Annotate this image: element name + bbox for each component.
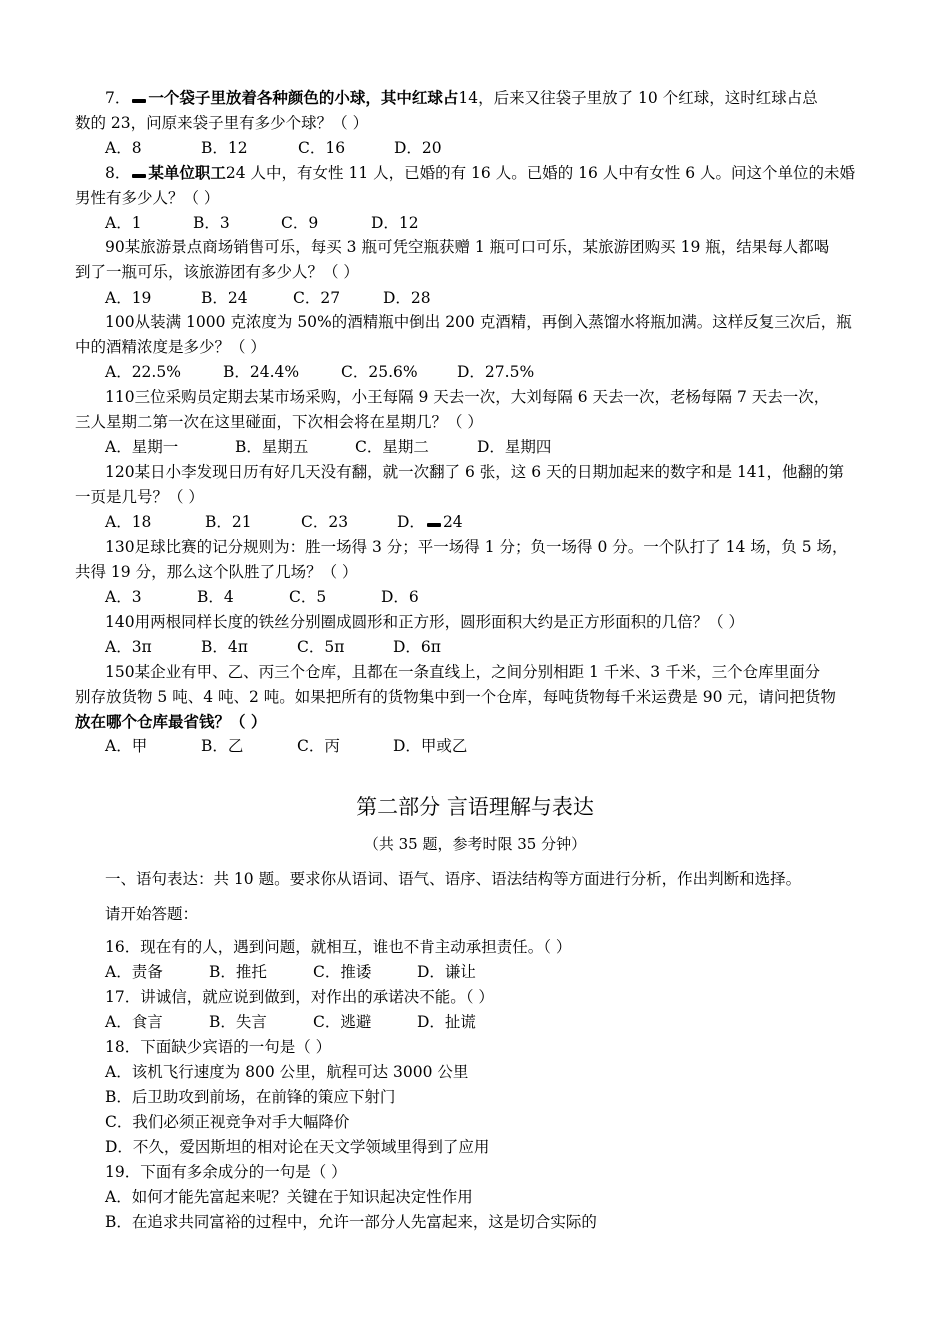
option-d[interactable]: D．20	[394, 139, 442, 157]
option-b[interactable]: B．乙	[201, 737, 244, 755]
question-19: 19．下面有多余成分的一句是（ ）	[105, 1163, 347, 1181]
option-a[interactable]: A．星期一	[105, 438, 179, 456]
option-d[interactable]: D．谦让	[417, 963, 476, 981]
option-b[interactable]: B．12	[201, 139, 248, 157]
question-12: 120某日小李发现日历有好几天没有翻，就一次翻了 6 张，这 6 天的日期加起来的数字和是 141，他翻的第	[105, 463, 845, 481]
option-c[interactable]: C．25.6%	[341, 363, 418, 381]
option-a[interactable]: A．该机飞行速度为 800 公里，航程可达 3000 公里	[105, 1063, 469, 1081]
redaction-mark-icon	[132, 174, 146, 178]
option-d[interactable]: D． 24	[397, 513, 463, 531]
option-a[interactable]: A．19	[105, 289, 152, 307]
start-prompt: 请开始答题：	[105, 905, 199, 923]
option-c[interactable]: C．推诿	[313, 963, 372, 981]
question-7	[105, 88, 818, 108]
option-b[interactable]: B．在追求共同富裕的过程中，允许一部分人先富起来，这是切合实际的	[105, 1213, 597, 1231]
option-c[interactable]: C．23	[301, 513, 349, 531]
question-7-line2: 数的 23，问原来袋子里有多少个球？（ ）	[75, 114, 369, 132]
question-text-bold: 某单位职工	[148, 163, 226, 182]
option-a[interactable]: A．1	[105, 214, 142, 232]
redaction-mark-icon	[132, 99, 146, 103]
question-17-options	[105, 1012, 476, 1032]
option-a[interactable]: A．责备	[105, 963, 163, 981]
question-18: 18．下面缺少宾语的一句是（ ）	[105, 1038, 332, 1056]
option-d[interactable]: D．12	[371, 214, 419, 232]
option-c[interactable]: C．5π	[297, 638, 345, 656]
option-b[interactable]: B．星期五	[235, 438, 309, 456]
option-b[interactable]: B．失言	[209, 1013, 267, 1031]
option-d[interactable]: D．星期四	[477, 438, 552, 456]
option-c[interactable]: C．我们必须正视竞争对手大幅降价	[105, 1113, 350, 1131]
option-a[interactable]: A．22.5%	[105, 363, 181, 381]
option-b[interactable]: B．后卫助攻到前场，在前锋的策应下射门	[105, 1088, 396, 1106]
option-d[interactable]: D．不久，爱因斯坦的相对论在天文学领域里得到了应用	[105, 1138, 490, 1156]
option-d[interactable]: D．甲或乙	[393, 737, 468, 755]
option-b[interactable]: B．4	[197, 588, 234, 606]
option-a[interactable]: A．3	[105, 588, 142, 606]
option-a[interactable]: A．18	[105, 513, 152, 531]
question-9: 90某旅游景点商场销售可乐，每买 3 瓶可凭空瓶获赠 1 瓶可口可乐，某旅游团购买 19 瓶，结果每人都喝	[105, 238, 830, 256]
question-14: 140用两根同样长度的铁丝分别圈成圆形和正方形，圆形面积大约是正方形面积的几倍？（ ）	[105, 613, 745, 631]
option-b[interactable]: B．21	[205, 513, 252, 531]
question-16-options	[105, 962, 476, 982]
option-c[interactable]: C．5	[289, 588, 327, 606]
option-b[interactable]: B．推托	[209, 963, 267, 981]
question-15-line2: 别存放货物 5 吨、4 吨、2 吨。如果把所有的货物集中到一个仓库，每吨货物每千米运费是 90 元，请问把货物	[75, 688, 836, 706]
question-11-options	[105, 437, 551, 457]
question-12-line2: 一页是几号？（ ）	[75, 488, 204, 506]
redaction-mark-icon	[427, 523, 441, 527]
question-8	[105, 163, 855, 183]
option-a[interactable]: A．食言	[105, 1013, 163, 1031]
option-c[interactable]: C．27	[293, 289, 341, 307]
option-a[interactable]: A．8	[105, 139, 142, 157]
option-b[interactable]: B．24.4%	[223, 363, 300, 381]
question-13-options	[105, 587, 419, 607]
option-c[interactable]: C．丙	[297, 737, 340, 755]
option-b[interactable]: B．24	[201, 289, 248, 307]
option-a[interactable]: A．3π	[105, 638, 152, 656]
question-15-line3: 放在哪个仓库最省钱？（ ）	[75, 712, 267, 731]
option-a[interactable]: A．甲	[105, 737, 148, 755]
question-8-line2: 男性有多少人？（ ）	[75, 189, 220, 207]
question-text: 24 人中，有女性 11 人，已婚的有 16 人。已婚的 16 人中有女性 6 人。问这个单位的未婚	[225, 164, 855, 182]
question-10-options	[105, 362, 534, 382]
question-9-line2: 到了一瓶可乐，该旅游团有多少人？（ ）	[75, 263, 359, 281]
option-d[interactable]: D．27.5%	[457, 363, 535, 381]
section-title: 第二部分 言语理解与表达	[356, 795, 594, 819]
question-12-options	[105, 512, 463, 532]
question-number: 8．	[105, 164, 131, 182]
question-10-line2: 中的酒精浓度是多少？（ ）	[75, 338, 266, 356]
option-c[interactable]: C．9	[281, 214, 319, 232]
question-9-options	[105, 288, 431, 308]
question-15: 150某企业有甲、乙、丙三个仓库，且都在一条直线上，之间分别相距 1 千米、3 千米，三个仓库里面分	[105, 663, 821, 681]
question-13: 130足球比赛的记分规则为：胜一场得 3 分；平一场得 1 分；负一场得 0 分。一个队打了 14 场，负 5 场，	[105, 538, 848, 556]
option-d[interactable]: D．28	[383, 289, 431, 307]
option-c[interactable]: C．星期二	[355, 438, 429, 456]
question-7-options	[105, 138, 442, 158]
option-c[interactable]: C．16	[298, 139, 346, 157]
section-instructions: 一、语句表达：共 10 题。要求你从语词、语气、语序、语法结构等方面进行分析，作出判断和选择。	[105, 870, 802, 888]
option-c[interactable]: C．逃避	[313, 1013, 372, 1031]
question-8-options	[105, 213, 419, 233]
question-10: 100从装满 1000 克浓度为 50%的酒精瓶中倒出 200 克酒精，再倒入蒸馏水将瓶加满。这样反复三次后，瓶	[105, 313, 852, 331]
question-15-options	[105, 736, 467, 756]
question-text: 14，后来又往袋子里放了 10 个红球，这时红球占总	[458, 89, 818, 107]
question-11: 110三位采购员定期去某市场采购，小王每隔 9 天去一次，大刘每隔 6 天去一次，老杨每隔 7 天去一次，	[105, 388, 830, 406]
question-text-bold: 一个袋子里放着各种颜色的小球，其中红球占	[148, 88, 459, 107]
question-13-line2: 共得 19 分，那么这个队胜了几场？（ ）	[75, 563, 358, 581]
option-b[interactable]: B．3	[193, 214, 230, 232]
question-number: 7．	[105, 89, 131, 107]
question-16: 16．现在有的人，遇到问题，就相互，谁也不肯主动承担责任。（ ）	[105, 938, 572, 956]
option-b[interactable]: B．4π	[201, 638, 248, 656]
section-subtitle: （共 35 题，参考时限 35 分钟）	[363, 835, 587, 853]
option-a[interactable]: A．如何才能先富起来呢？关键在于知识起决定性作用	[105, 1188, 473, 1206]
question-11-line2: 三人星期二第一次在这里碰面，下次相会将在星期几？（ ）	[75, 413, 483, 431]
question-17: 17．讲诚信，就应说到做到，对作出的承诺决不能。（ ）	[105, 988, 494, 1006]
option-d[interactable]: D．扯谎	[417, 1013, 476, 1031]
option-d[interactable]: D．6	[381, 588, 419, 606]
question-14-options	[105, 637, 441, 657]
option-d[interactable]: D．6π	[393, 638, 441, 656]
